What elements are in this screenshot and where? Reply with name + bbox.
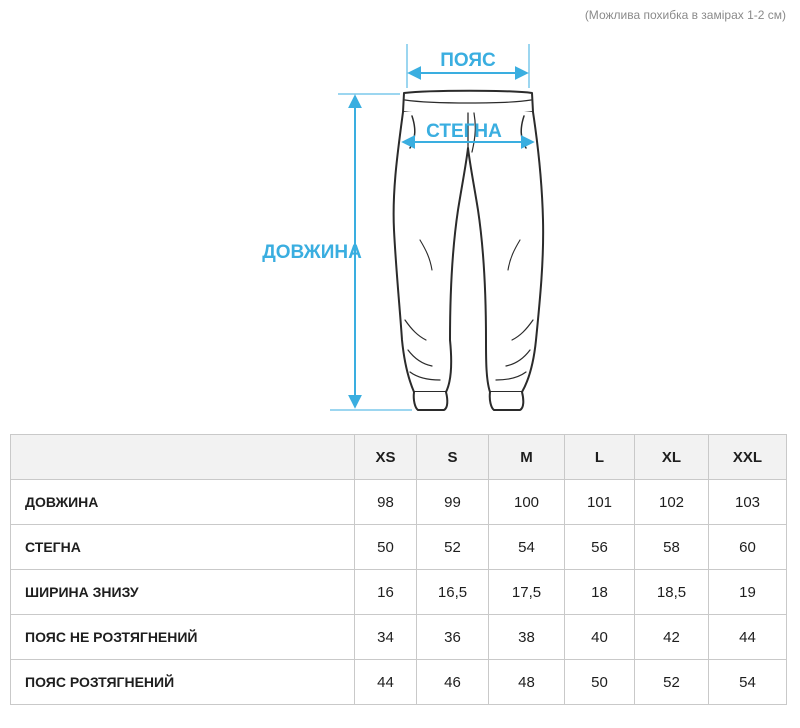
table-cell: 52 — [635, 660, 709, 705]
table-cell: 48 — [489, 660, 565, 705]
table-cell: 99 — [417, 480, 489, 525]
table-row — [11, 525, 787, 570]
table-cell: 98 — [355, 480, 417, 525]
table-cell: 40 — [565, 615, 635, 660]
size-chart-table — [10, 434, 787, 705]
hips-label: СТЕГНА — [426, 121, 502, 142]
table-cell: 54 — [489, 525, 565, 570]
table-cell: 102 — [635, 480, 709, 525]
table-cell: 16,5 — [417, 570, 489, 615]
waist-measurement — [407, 44, 529, 88]
table-row — [11, 615, 787, 660]
table-cell: 58 — [635, 525, 709, 570]
table-row — [11, 480, 787, 525]
table-cell: 60 — [709, 525, 787, 570]
row-label-length: ДОВЖИНА — [11, 480, 355, 525]
table-cell: 18,5 — [635, 570, 709, 615]
table-cell: 100 — [489, 480, 565, 525]
table-cell: 34 — [355, 615, 417, 660]
row-label-waist-stretched: ПОЯС РОЗТЯГНЕНИЙ — [11, 660, 355, 705]
table-cell: 17,5 — [489, 570, 565, 615]
size-header-xl: XL — [635, 435, 709, 480]
table-cell: 52 — [417, 525, 489, 570]
table-cell: 44 — [709, 615, 787, 660]
table-cell: 101 — [565, 480, 635, 525]
size-header-xs: XS — [355, 435, 417, 480]
table-cell: 38 — [489, 615, 565, 660]
size-header-row — [11, 435, 787, 480]
table-cell: 18 — [565, 570, 635, 615]
row-label-hips: СТЕГНА — [11, 525, 355, 570]
row-label-bottom-width: ШИРИНА ЗНИЗУ — [11, 570, 355, 615]
size-header-s: S — [417, 435, 489, 480]
measurement-error-note: (Можлива похибка в замірах 1-2 см) — [584, 8, 786, 22]
table-cell: 103 — [709, 480, 787, 525]
table-cell: 50 — [565, 660, 635, 705]
table-cell: 19 — [709, 570, 787, 615]
table-cell: 42 — [635, 615, 709, 660]
size-header-xxl: XXL — [709, 435, 787, 480]
size-header-m: M — [489, 435, 565, 480]
length-measurement — [262, 94, 412, 410]
table-row — [11, 570, 787, 615]
length-label: ДОВЖИНА — [262, 242, 362, 263]
table-cell: 54 — [709, 660, 787, 705]
row-label-waist-unstretched: ПОЯС НЕ РОЗТЯГНЕНИЙ — [11, 615, 355, 660]
waist-label: ПОЯС — [440, 50, 496, 71]
table-cell: 46 — [417, 660, 489, 705]
table-cell: 50 — [355, 525, 417, 570]
size-header-l: L — [565, 435, 635, 480]
header-corner-cell — [11, 435, 355, 480]
table-cell: 56 — [565, 525, 635, 570]
table-row — [11, 660, 787, 705]
table-cell: 36 — [417, 615, 489, 660]
table-cell: 44 — [355, 660, 417, 705]
table-cell: 16 — [355, 570, 417, 615]
